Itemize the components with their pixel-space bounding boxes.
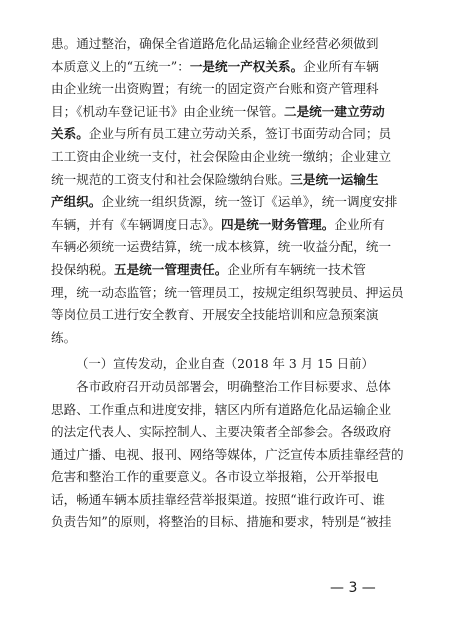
text-line xyxy=(51,78,406,101)
text-line: 危害和整治工作的重要意义。各市设立举报箱，公开举报电 xyxy=(51,469,379,485)
text-run: 由企业统一出资购置；有统一的固定资产台账和资产管理科 xyxy=(51,81,379,97)
text-line: 思路、工作重点和进度安排，辖区内所有道路危化品运输企业 xyxy=(51,401,392,417)
text-run: 统一规范的工资支付和社会保险缴纳台账。 xyxy=(51,171,291,187)
document-body xyxy=(51,33,406,534)
text-line xyxy=(51,327,406,350)
text-line: 通过广播、电视、报刊、网络等媒体，广泛宣传本质挂靠经营的 xyxy=(51,446,404,462)
text-run: 企业与所有员工建立劳动关系，签订书面劳动合同；员 xyxy=(88,126,392,142)
bold-run: 五是统一管理责任。 xyxy=(113,261,228,277)
text-line xyxy=(51,101,406,124)
page-number: — 3 — xyxy=(330,580,376,596)
section-heading: （一）宣传发动，企业自查（2018 年 3 月 15 日前） xyxy=(76,356,374,372)
text-line: 各市政府召开动员部署会，明确整治工作目标要求、总体 xyxy=(76,378,391,394)
text-run: 本质意义上的“五统一”： xyxy=(51,58,190,74)
bold-run: 一是统一产权关系。 xyxy=(189,58,304,74)
text-line xyxy=(51,169,406,192)
bold-run: 三是统一运输生 xyxy=(290,171,379,187)
text-line: 的法定代表人、实际控制人、主要决策者全部参会。各级政府 xyxy=(51,424,392,440)
bold-run: 关系。 xyxy=(51,126,89,142)
text-run: 理，统一动态监管；统一管理员工，按规定组织驾驶员、押运员 xyxy=(51,284,404,300)
text-run: 企业所有车辆 xyxy=(303,58,379,74)
text-line xyxy=(51,259,406,282)
bold-run: 二是统一建立劳动 xyxy=(283,103,385,119)
text-line: 话，畅通车辆本质挂靠经营举报渠道。按照“谁行政许可、谁 xyxy=(51,491,385,507)
text-run: 车辆，并有《车辆调度日志》。 xyxy=(51,216,222,232)
text-run: 工工资由企业统一支付，社会保险由企业统一缴纳；企业建立 xyxy=(51,148,392,164)
paragraph-publicity xyxy=(51,376,406,534)
text-line xyxy=(51,236,406,259)
text-run: 等岗位员工进行安全教育、开展安全技能培训和应急预案演 xyxy=(51,307,379,323)
text-line xyxy=(51,191,406,214)
text-run: 车辆必须统一运费结算，统一成本核算，统一收益分配，统一 xyxy=(51,239,392,255)
text-run: 企业统一组织货源，统一签订《运单》，统一调度安排 xyxy=(101,194,398,210)
paragraph-five-unifications xyxy=(51,33,406,349)
text-run: 患。通过整治，确保全省道路危化品运输企业经营必须做到 xyxy=(51,36,379,51)
text-line xyxy=(51,282,406,305)
text-line xyxy=(51,146,406,169)
text-run: 企业所有车辆统一技术管 xyxy=(227,261,366,277)
text-line: 负责告知”的原则，将整治的目标、措施和要求，特别是“被挂 xyxy=(51,514,392,530)
bold-run: 四是统一财务管理。 xyxy=(221,216,335,232)
bold-run: 产组织。 xyxy=(51,194,102,210)
text-line xyxy=(51,33,406,56)
text-line xyxy=(51,214,406,237)
text-run: 企业所有 xyxy=(334,216,385,232)
text-line xyxy=(51,304,406,327)
text-line xyxy=(51,123,406,146)
text-run: 目；《机动车登记证书》由企业统一保管。 xyxy=(51,103,284,119)
text-line xyxy=(51,56,406,79)
text-run: 投保纳税。 xyxy=(51,261,114,277)
text-run: 练。 xyxy=(51,329,77,345)
